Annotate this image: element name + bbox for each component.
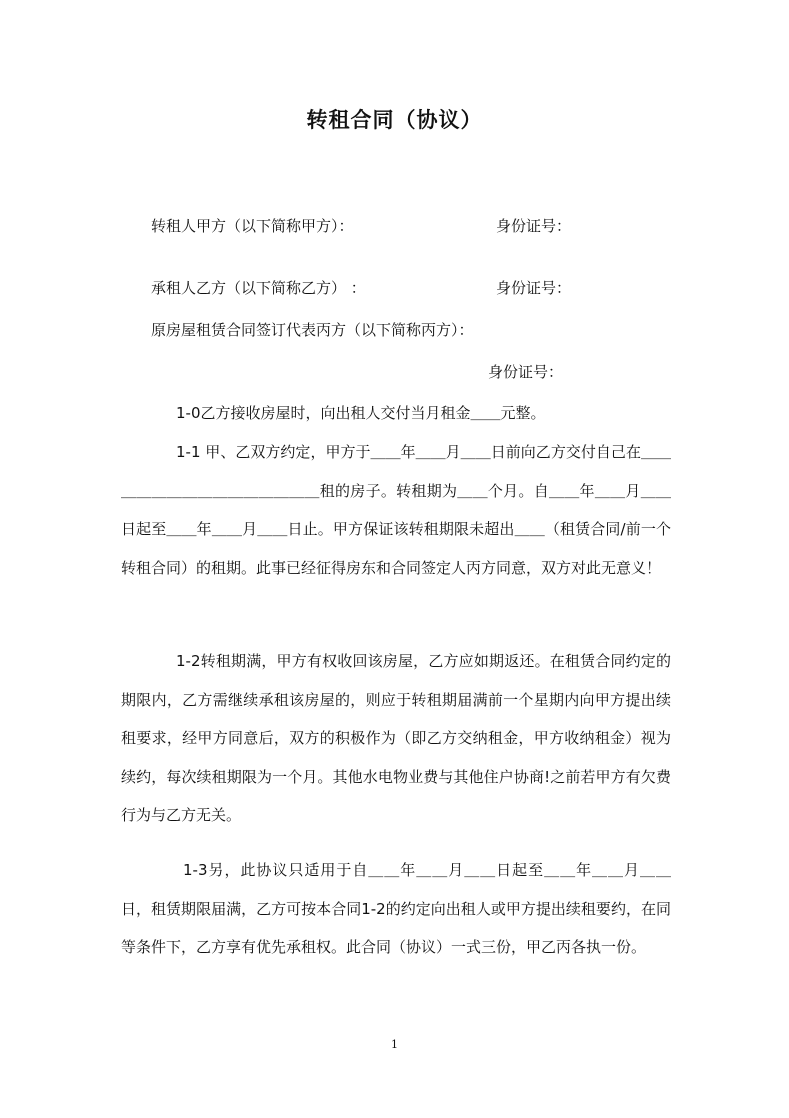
party-c-label: 原房屋租赁合同签订代表丙方（以下简称丙方）： xyxy=(151,321,474,339)
clause-1-0: 1-0乙方接收房屋时，向出租人交付当月租金＿＿元整。 xyxy=(176,404,546,422)
party-a-label: 转租人甲方（以下简称甲方）： xyxy=(151,217,354,235)
party-b-label: 承租人乙方（以下简称乙方） ： xyxy=(151,279,366,297)
clause-1-2-paragraph xyxy=(121,642,671,835)
clause-1-3-paragraph xyxy=(121,851,671,967)
clause-1-2: 1-2转租期满，甲方有权收回该房屋，乙方应如期返还。在租赁合同约定的期限内，乙方需继续承租该房屋的，则应于转租期届满前一个星期内向甲方提出续租要求，经甲方同意后，双方的积极作为（即乙方交纳租金，甲方收纳租金）视为续约，每次续租期限为一个月。其他水电物业费与其他住户协商!之前若甲方有欠费行为与乙方无关。 xyxy=(121,652,671,824)
page-number: 1 xyxy=(391,1038,398,1051)
party-c-id-label: 身份证号： xyxy=(488,363,564,381)
clause-1-1-paragraph xyxy=(121,433,671,587)
clause-1-3: 1-3另，此协议只适用于自＿＿年＿＿月＿＿日起至＿＿年＿＿月＿＿日，租赁期限届满，乙方可按本合同1-2的约定向出租人或甲方提出续租要约，在同等条件下，乙方享有优先承租权。此合同（协议）一式三份，甲乙丙各执一份。 xyxy=(121,861,671,956)
document-title: 转租合同（协议） xyxy=(306,107,483,132)
party-b-id-label: 身份证号： xyxy=(496,279,572,297)
party-a-id-label: 身份证号： xyxy=(496,217,572,235)
clause-1-1: 1-1 甲、乙双方约定，甲方于＿＿年＿＿月＿＿日前向乙方交付自己在＿＿＿＿＿＿＿＿＿＿＿＿＿＿＿租的房子。转租期为＿＿个月。自＿＿年＿＿月＿＿日起至＿＿年＿＿月＿＿日止。甲方保证该转租期限未超出＿＿（租赁合同/前一个转租合同）的租期。此事已经征得房东和合同签定人丙方同意，双方对此无意义！ xyxy=(121,443,671,577)
